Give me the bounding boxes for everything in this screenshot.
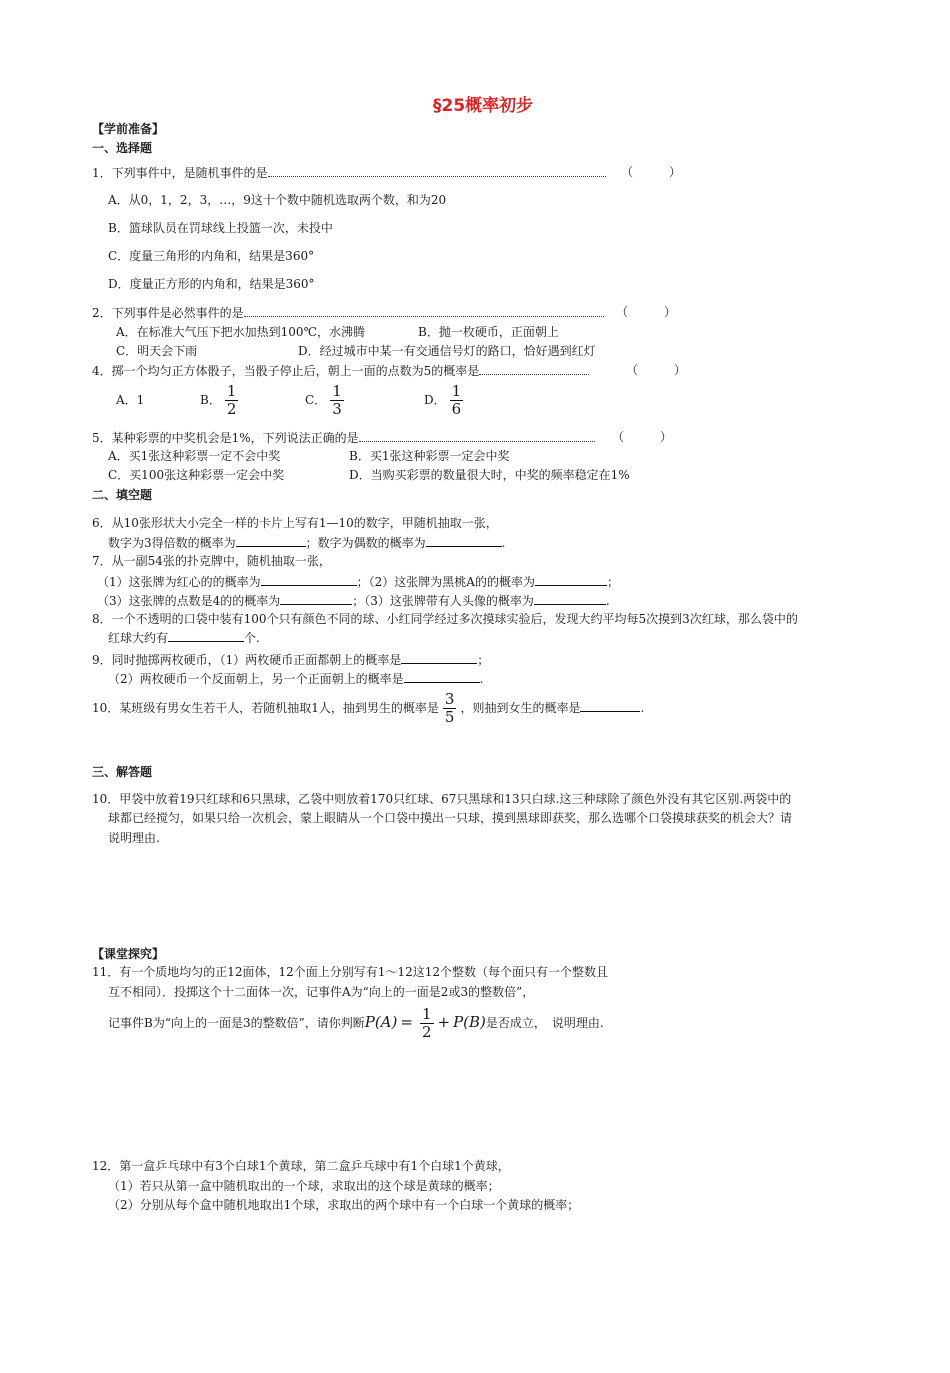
- q1-option-a: A．从0，1，2，3，…，9这十个数中随机选取两个数，和为20: [108, 193, 447, 207]
- q4-option-d-fraction: [450, 383, 464, 418]
- q5-option-c: C．买100张这种彩票一定会中奖: [108, 468, 285, 482]
- q6-line1: 6．从10张形状大小完全一样的卡片上写有1—10的数字，甲随机抽取一张，: [92, 516, 498, 530]
- q1-stem-text: 1．下列事件中，是随机事件的是: [92, 166, 268, 180]
- q10-fraction: [443, 691, 457, 726]
- q5-answer-paren: （ ）: [612, 430, 673, 444]
- q8-text-a: 红球大约有: [108, 631, 169, 645]
- q4-stem-text: 4．掷一个均匀正方体骰子，当骰子停止后，朝上一面的点数为5的概率是: [92, 364, 480, 378]
- q2-option-c: C．明天会下雨: [116, 344, 198, 358]
- q2-stem-text: 2．下列事件是必然事件的是: [92, 306, 244, 320]
- fraction-numerator: 1: [226, 382, 237, 400]
- q10-text-c: .: [640, 701, 645, 715]
- q11-line2: 互不相同）．投掷这个十二面体一次，记事件A为“向上的一面是2或3的整数倍”，: [108, 985, 535, 999]
- q10-text-b: ，则抽到女生的概率是: [460, 701, 581, 715]
- q7-part4-text: ；（3）这张牌带有人头像的概率为: [352, 594, 534, 608]
- q4-stem: [92, 362, 589, 379]
- q4-answer-paren: （ ）: [626, 363, 687, 377]
- q5-dotted-leader: [359, 429, 595, 442]
- q5-stem: [92, 429, 595, 446]
- q9-text-b: ；: [477, 653, 490, 667]
- fraction-numerator: 1: [451, 382, 462, 400]
- q11-fraction: [420, 1006, 434, 1041]
- q7-blank-4[interactable]: [534, 592, 606, 605]
- q7-blank-2[interactable]: [535, 573, 607, 586]
- q1-dotted-leader: [268, 164, 606, 177]
- q7-part3-text: （3）这张牌的点数是4的的概率为: [97, 594, 281, 608]
- fraction-denominator: 2: [421, 1023, 432, 1041]
- q6-line2: [108, 534, 505, 551]
- q2-option-a: A．在标准大气压下把水加热到100℃，水沸腾: [116, 325, 365, 339]
- q9-line1: [92, 651, 489, 668]
- q9-blank-1[interactable]: [401, 651, 477, 664]
- q6-text-a: 数字为3得倍数的概率为: [108, 536, 236, 550]
- q7-line3: [97, 592, 610, 609]
- part1-heading: 一、选择题: [92, 141, 153, 155]
- fraction-denominator: 6: [451, 400, 462, 418]
- q1-answer-paren: （ ）: [621, 165, 682, 179]
- q5-stem-text: 5．某种彩票的中奖机会是1%，下列说法正确的是: [92, 431, 359, 445]
- q8-text-b: 个.: [244, 631, 260, 645]
- q11-text-b: 是否成立， 说明理由.: [485, 1016, 604, 1030]
- q9-text-a: 9．同时抛掷两枚硬币，（1）两枚硬币正面都朝上的概率是: [92, 653, 402, 667]
- q7-part4-end: .: [605, 594, 610, 608]
- q8-line1: 8．一个不透明的口袋中装有100个只有颜色不同的球、小红同学经过多次摸球实验后，发现大约平均每5次摸到3次红球，那么袋中的: [92, 612, 798, 626]
- q4-option-b: [200, 380, 242, 420]
- q12-line1: 12．第一盒乒乓球中有3个白球1个黄球，第二盒乒乓球中有1个白球1个黄球，: [92, 1159, 510, 1173]
- q11-text-a: 记事件B为“向上的一面是3的整数倍”，请你判断: [108, 1016, 365, 1030]
- q2-dotted-leader: [244, 304, 604, 317]
- part3-heading: 三、解答题: [92, 765, 153, 779]
- q6-text-c: .: [501, 536, 506, 550]
- q4-option-c-fraction: [330, 383, 344, 418]
- q6-blank-2[interactable]: [426, 534, 502, 547]
- q4-option-d-label: D．: [424, 393, 446, 407]
- q12-line2: （1）若只从第一盒中随机取出的一个球，求取出的这个球是黄球的概率；: [108, 1179, 500, 1193]
- section-prep-heading: 【学前准备】: [92, 122, 165, 136]
- q10b-line3: 说明理由.: [108, 831, 160, 845]
- q10b-line2: 球都已经搅匀，如果只给一次机会，蒙上眼睛从一个口袋中摸出一只球，摸到黑球即获奖，那么选哪个口袋摸球获奖的机会大？请: [108, 811, 793, 825]
- q1-option-d: D．度量正方形的内角和，结果是360°: [108, 277, 315, 291]
- fraction-numerator: 3: [444, 690, 455, 708]
- fraction-denominator: 5: [444, 708, 455, 726]
- q10-text-a: 10．某班级有男女生若干人，若随机抽取1人，抽到男生的概率是: [92, 701, 439, 715]
- q9-line2: [108, 670, 483, 687]
- q11-plus: +: [437, 1013, 451, 1031]
- q7-blank-1[interactable]: [261, 573, 357, 586]
- q11-line3: [108, 1002, 604, 1043]
- q1-option-c: C．度量三角形的内角和，结果是360°: [108, 249, 315, 263]
- q4-option-c: [305, 380, 348, 420]
- q10-fill: [92, 688, 644, 728]
- q4-option-d: [424, 380, 467, 420]
- fraction-numerator: 1: [421, 1005, 432, 1023]
- q5-option-d: D．当购买彩票的数量很大时，中奖的频率稳定在1%: [349, 468, 630, 482]
- fraction-numerator: 1: [332, 382, 342, 400]
- q8-blank[interactable]: [168, 629, 244, 642]
- q5-option-b: B．买1张这种彩票一定会中奖: [349, 449, 510, 463]
- q2-option-d: D．经过城市中某一有交通信号灯的路口，恰好遇到红灯: [298, 344, 596, 358]
- q2-stem: [92, 304, 604, 321]
- q6-blank-1[interactable]: [236, 534, 306, 547]
- q11-line1: 11．有一个质地均匀的正12面体，12个面上分别写有1～12这12个整数（每个面只有一个整数且: [92, 965, 608, 979]
- q2-option-b: B．抛一枚硬币，正面朝上: [418, 325, 559, 339]
- q9-text-d: .: [479, 672, 484, 686]
- page-title: §25概率初步: [433, 96, 534, 116]
- part2-heading: 二、填空题: [92, 488, 153, 502]
- q4-dotted-leader: [479, 362, 589, 375]
- q10-blank[interactable]: [580, 699, 640, 712]
- q4-option-c-label: C．: [305, 393, 327, 407]
- q6-text-b: ；数字为偶数的概率为: [305, 536, 426, 550]
- q5-option-a: A．买1张这种彩票一定不会中奖: [108, 449, 281, 463]
- q11-pb: P(B): [453, 1013, 486, 1031]
- q4-option-a: A．1: [116, 393, 145, 407]
- q11-equals: =: [400, 1013, 413, 1031]
- q7-line2: [97, 573, 619, 590]
- q1-option-b: B．篮球队员在罚球线上投篮一次，未投中: [108, 221, 333, 235]
- q7-line1: 7．从一副54张的扑克牌中，随机抽取一张，: [92, 554, 331, 568]
- q4-option-b-label: B．: [200, 393, 221, 407]
- q2-answer-paren: （ ）: [616, 305, 677, 319]
- q7-part2-text: ；（2）这张牌为黑桃A的的概率为: [356, 575, 535, 589]
- q12-line3: （2）分别从每个盒中随机地取出1个球，求取出的两个球中有一个白球一个黄球的概率；: [108, 1198, 580, 1212]
- q7-part2-end: ；: [606, 575, 619, 589]
- q4-option-b-fraction: [225, 383, 239, 418]
- fraction-denominator: 2: [226, 400, 237, 418]
- q7-part1-text: （1）这张牌为红心的的概率为: [97, 575, 261, 589]
- q10b-line1: 10．甲袋中放着19只红球和6只黑球，乙袋中则放着170只红球、67只黑球和13只白球.这三种球除了颜色外没有其它区别.两袋中的: [92, 792, 792, 806]
- q9-text-c: （2）两枚硬币一个反面朝上，另一个正面朝上的概率是: [108, 672, 404, 686]
- q8-line2: [108, 629, 260, 646]
- q7-blank-3[interactable]: [280, 592, 352, 605]
- fraction-denominator: 3: [332, 400, 342, 418]
- section-explore-heading: 【课堂探究】: [92, 947, 165, 961]
- q1-stem: [92, 164, 606, 181]
- q9-blank-2[interactable]: [404, 670, 480, 683]
- q11-pa: P(A): [364, 1013, 398, 1031]
